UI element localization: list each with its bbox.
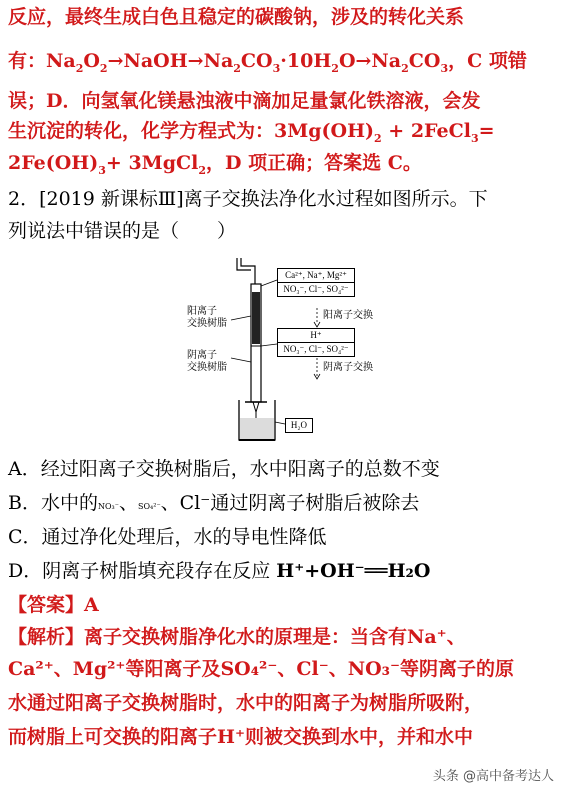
analysis-line-1: 【解析】离子交换树脂净化水的原理是：当含有Na⁺、 xyxy=(8,626,466,648)
analysis-line-3: 水通过阳离子交换树脂时，水中的阳离子为树脂所吸附， xyxy=(8,692,484,714)
cation-exchange-step: 阳离子交换 xyxy=(323,310,373,321)
prev-line-1: 反应，最终生成白色且稳定的碳酸钠，涉及的转化关系 xyxy=(8,6,465,28)
option-b: B．水中的NO₃⁻、SO₄²⁻、Cl⁻通过阴离子树脂后被除去 xyxy=(8,492,420,514)
anion-exchange-step: 阴离子交换 xyxy=(323,362,373,373)
answer: 【答案】A xyxy=(8,594,99,616)
prev-line-3: 误；D．向氢氧化镁悬浊液中滴加足量氯化铁溶液，会发 xyxy=(8,90,481,112)
analysis-line-2: Ca²⁺、Mg²⁺等阳离子及SO₄²⁻、Cl⁻、NO₃⁻等阴离子的原 xyxy=(8,658,515,680)
prev-line-2: 有：$Na_2O_2\to NaOH\to Na_2CO_3\cdot 10H_2O\to Na_2CO_3$，C 项错 xyxy=(8,50,527,75)
question-line-2: 列说法中错误的是（ ） xyxy=(8,220,237,242)
prev-line-4: 生沉淀的转化，化学方程式为：$3Mg(OH)_2$ + 2FeCl$_3$= xyxy=(8,120,495,145)
raw-water-ions-box: Ca²⁺, Na⁺, Mg²⁺ NO₃⁻, Cl⁻, SO₄²⁻ xyxy=(277,268,355,297)
anion-resin-label: 阴离子 交换树脂 xyxy=(187,350,227,373)
after-cation-ions-box: H⁺ NO₃⁻, Cl⁻, SO₄²⁻ xyxy=(277,328,355,357)
question-line-1: 2．[2019 新课标Ⅲ]离子交换法净化水过程如图所示。下 xyxy=(8,188,488,210)
option-d: D．阴离子树脂填充段存在反应 H⁺+OH⁻══H₂O xyxy=(8,560,431,582)
prev-line-5: $2Fe(OH)_3+$ 3MgCl$_2$，D 项正确；答案选 C。 xyxy=(8,152,422,177)
watermark: 头条 @高中备考达人 xyxy=(432,769,554,784)
water-output-box: H₂O xyxy=(285,418,313,433)
analysis-line-4: 而树脂上可交换的阳离子H⁺则被交换到水中，并和水中 xyxy=(8,726,473,748)
ion-exchange-figure xyxy=(185,252,385,442)
option-a: A．经过阳离子交换树脂后，水中阳离子的总数不变 xyxy=(8,458,440,480)
option-c: C．通过净化处理后，水的导电性降低 xyxy=(8,526,327,548)
cation-resin-label: 阳离子 交换树脂 xyxy=(187,306,227,329)
